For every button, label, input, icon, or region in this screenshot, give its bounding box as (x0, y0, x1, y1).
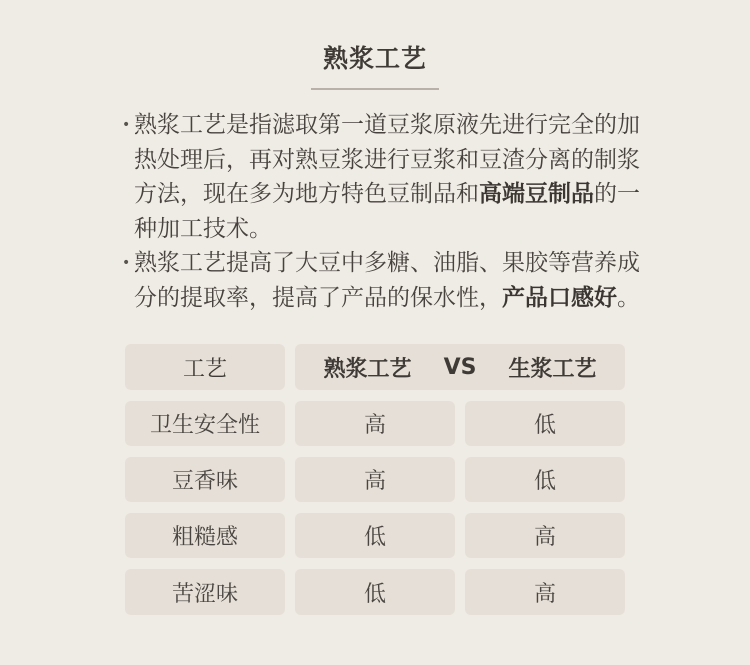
title-underline (311, 88, 439, 90)
row-label-cell (125, 569, 285, 615)
row-value-cooked (295, 457, 455, 502)
value-text: 高 (533, 525, 556, 550)
comparison-table (125, 344, 625, 615)
bullet-highlight: 高端豆制品 (479, 181, 594, 208)
header-label-cell (125, 344, 285, 390)
row-value-cooked (295, 401, 455, 446)
bullet-highlight: 产品口感好 (502, 284, 617, 311)
header-compare-cell (295, 344, 625, 390)
bullet-text-end: 。 (617, 284, 640, 311)
bullet-text-end: 的一种加工技术。 (134, 181, 640, 242)
header-vs: VS (443, 354, 477, 380)
header-label: 工艺 (182, 356, 227, 382)
row-label: 豆香味 (171, 469, 238, 494)
row-value-raw (465, 513, 625, 558)
bullet-text: 熟浆工艺提高了大豆中多糖、油脂、果胶等营养成分的提取率，提高了产品的保水性， (134, 250, 640, 311)
row-value-raw (465, 401, 625, 446)
title-wrap (0, 44, 750, 74)
row-label: 苦涩味 (171, 581, 238, 607)
value-text: 高 (363, 413, 386, 438)
row-label-cell (125, 401, 285, 446)
bullet-item (122, 108, 642, 246)
value-text: 高 (533, 581, 556, 607)
row-value-raw (465, 457, 625, 502)
header-col-cooked: 熟浆工艺 (323, 356, 412, 382)
row-label: 粗糙感 (171, 525, 238, 550)
value-text: 低 (533, 413, 556, 438)
page-title: 熟浆工艺 (322, 44, 427, 73)
row-value-cooked (295, 569, 455, 615)
bullet-item (122, 246, 642, 315)
row-label-cell (125, 513, 285, 558)
header-col-raw: 生浆工艺 (508, 356, 597, 382)
bullet-text: 熟浆工艺是指滤取第一道豆浆原液先进行完全的加热处理后，再对熟豆浆进行豆浆和豆渣分离的制浆方法，现在多为地方特色豆制品和 (134, 112, 640, 208)
row-label-cell (125, 457, 285, 502)
value-text: 低 (363, 525, 386, 550)
row-label: 卫生安全性 (149, 413, 260, 438)
value-text: 低 (533, 469, 556, 494)
description-bullets (122, 108, 642, 316)
value-text: 低 (363, 581, 386, 607)
value-text: 高 (363, 469, 386, 494)
row-value-cooked (295, 513, 455, 558)
row-value-raw (465, 569, 625, 615)
